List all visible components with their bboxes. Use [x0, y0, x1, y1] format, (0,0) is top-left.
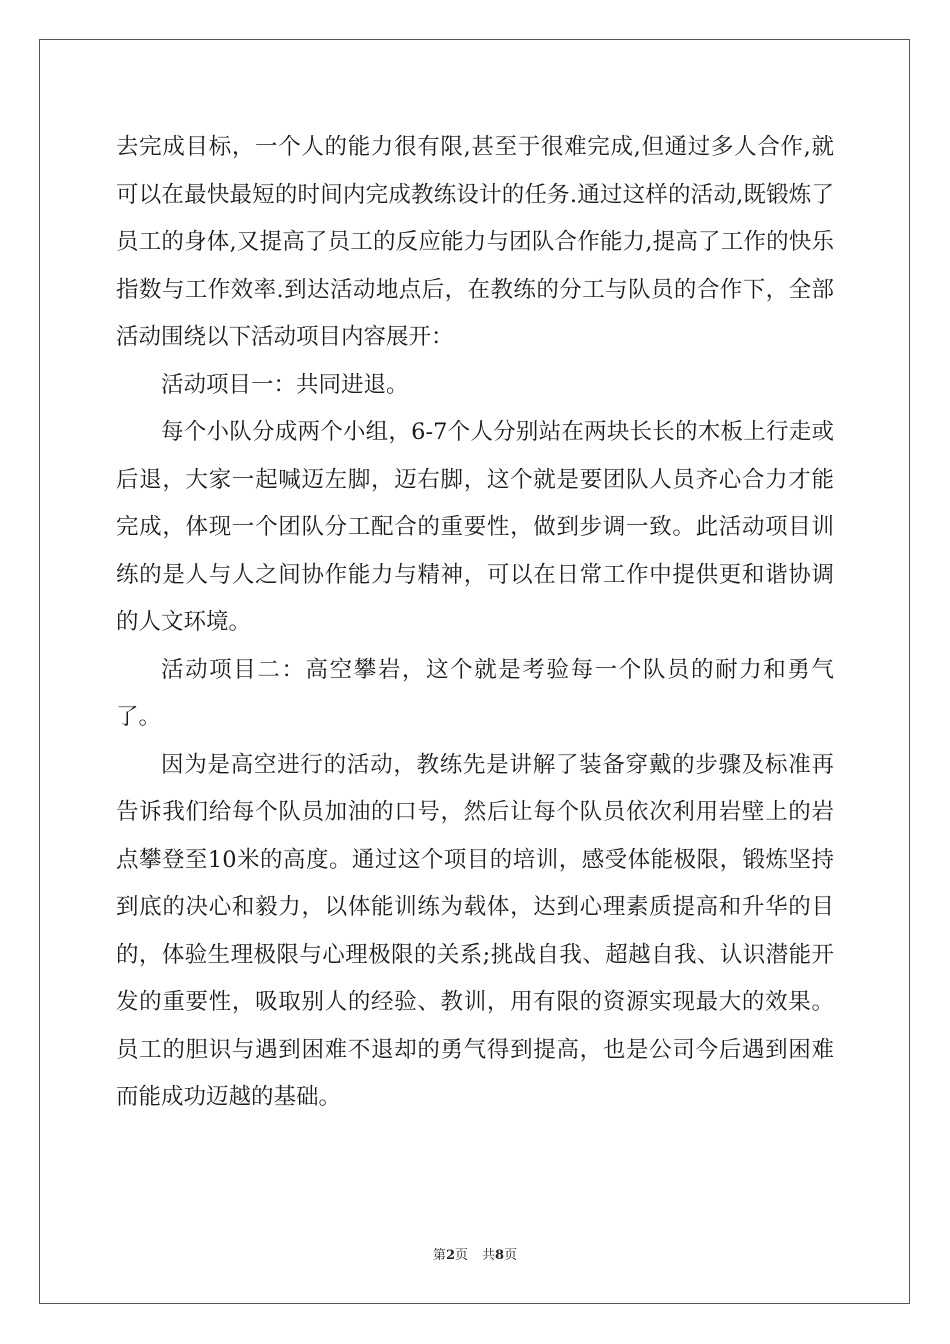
paragraph-heading-activity-one: 活动项目一：共同进退。	[161, 371, 409, 398]
paragraph-heading-activity-two: 活动项目二：高空攀岩，这个就是考验每一个队员的耐力和勇气了。	[116, 656, 834, 730]
paragraph: 去完成目标，一个人的能力很有限,甚至于很难完成,但通过多人合作,就可以在最快最短的时间内完成教练设计的任务.通过这样的活动,既锻炼了员工的身体,又提高了员工的反应能力与团队合作能力,提高了工作的快乐指数与工作效率.到达活动地点后，在教练的分工与队员的合作下，全部活动围绕以下活动项目内容展开：	[116, 134, 834, 350]
page-number: 2	[445, 1248, 455, 1263]
total-suffix: 页	[504, 1248, 518, 1263]
total-prefix: 共	[482, 1248, 496, 1263]
total-pages: 8	[495, 1248, 505, 1263]
document-body	[116, 124, 834, 1122]
paragraph: 因为是高空进行的活动，教练先是讲解了装备穿戴的步骤及标准再告诉我们给每个队员加油的口号，然后让每个队员依次利用岩壁上的岩点攀登至10米的高度。通过这个项目的培训，感受体能极限，锻炼坚持到底的决心和毅力，以体能训练为载体，达到心理素质提高和升华的目的，体验生理极限与心理极限的关系;挑战自我、超越自我、认识潜能开发的重要性，吸取别人的经验、教训，用有限的资源实现最大的效果。员工的胆识与遇到困难不退却的勇气得到提高，也是公司今后遇到困难而能成功迈越的基础。	[116, 751, 834, 1110]
page-suffix: 页	[454, 1248, 468, 1263]
page-footer	[0, 1247, 950, 1265]
page-prefix: 第	[432, 1248, 446, 1263]
paragraph: 每个小队分成两个小组，6-7个人分别站在两块长长的木板上行走或后退，大家一起喊迈左脚，迈右脚，这个就是要团队人员齐心合力才能完成，体现一个团队分工配合的重要性，做到步调一致。此活动项目训练的是人与人之间协作能力与精神，可以在日常工作中提供更和谐协调的人文环境。	[116, 419, 834, 635]
